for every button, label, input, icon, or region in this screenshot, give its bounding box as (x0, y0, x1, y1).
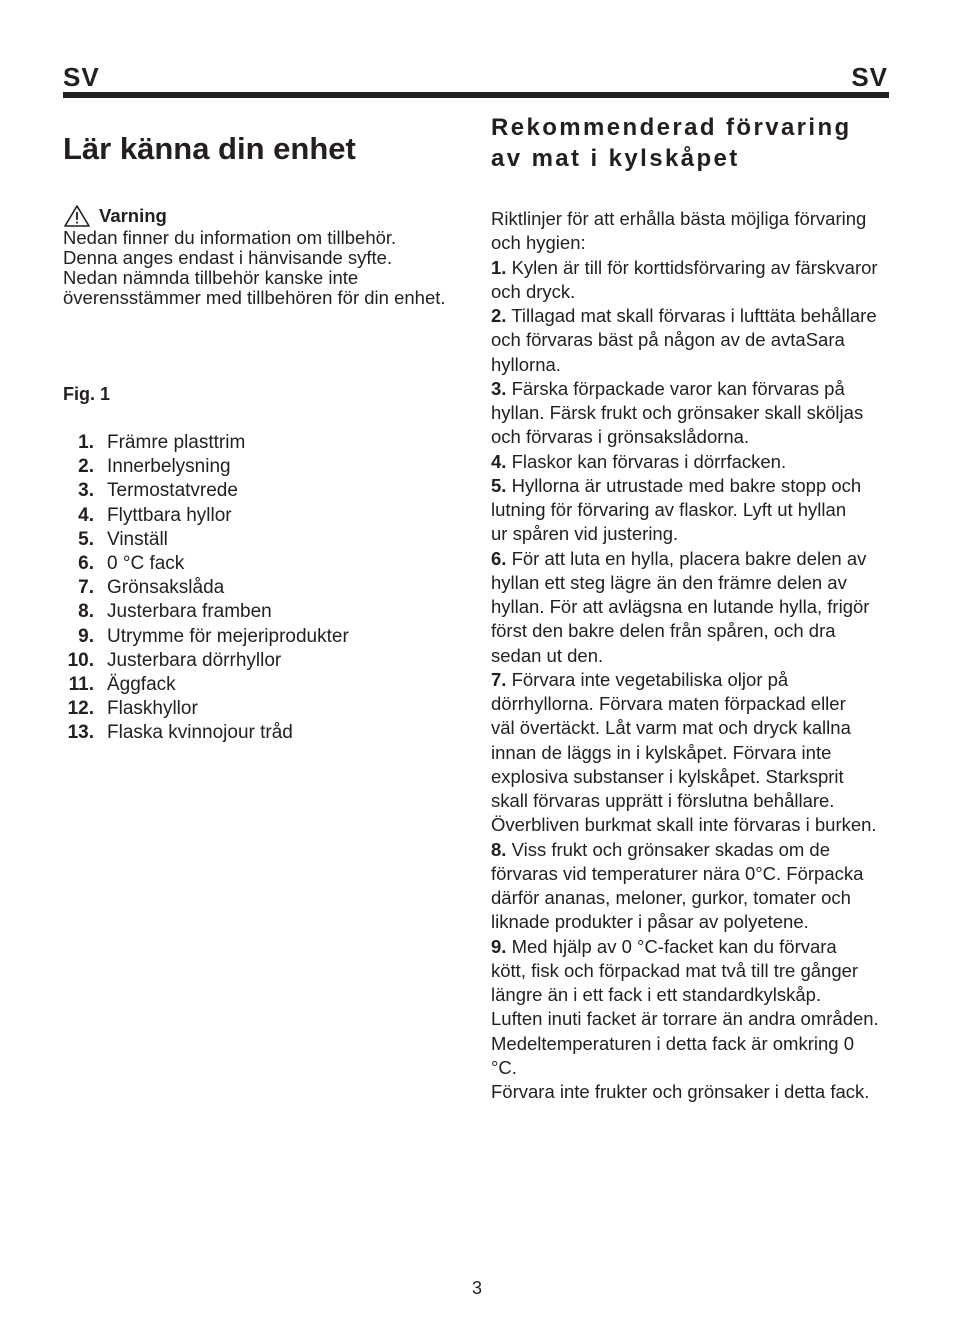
list-item (63, 528, 473, 552)
list-item (63, 649, 473, 673)
line-text: längre än i ett fack i ett standardkylskåp. (491, 984, 822, 1005)
line-text: Överbliven burkmat skall inte förvaras i burken. (491, 814, 877, 836)
list-item-label: Vinställ (107, 528, 168, 550)
text-line (491, 377, 891, 401)
list-item-number: 3. (78, 480, 94, 502)
warning-line: Denna anges endast i hänvisande syfte. (63, 247, 393, 268)
text-line (491, 450, 891, 474)
line-text: därför ananas, meloner, gurkor, tomater och (491, 887, 851, 908)
list-item (63, 625, 473, 649)
line-text: Riktlinjer för att erhålla bästa möjliga förvaring (491, 208, 867, 229)
list-item-number: 12. (67, 698, 94, 720)
list-item-label: Justerbara dörrhyllor (107, 649, 282, 671)
storage-guidelines-text (491, 207, 891, 1104)
list-item (63, 455, 473, 479)
line-text: hyllan. Färsk frukt och grönsaker skall sköljas (491, 402, 864, 423)
text-line (491, 959, 891, 983)
text-line (491, 886, 891, 910)
list-item-label: Flaskhyllor (107, 698, 198, 720)
list-item-label: Främre plasttrim (107, 432, 246, 453)
text-line (491, 789, 891, 813)
list-item (63, 576, 473, 600)
line-text: och dryck. (491, 280, 576, 302)
list-item (63, 673, 473, 697)
list-item-label: Flaska kvinnojour tråd (107, 722, 293, 744)
list-item-label: Flyttbara hyllor (107, 504, 232, 526)
line-text: sedan ut den. (491, 644, 604, 666)
list-item-number: 9. (78, 625, 94, 647)
text-line (491, 595, 891, 619)
item-number: 6. (491, 547, 507, 569)
warning-text (63, 228, 473, 308)
list-item-label: 0 °C fack (107, 552, 185, 574)
list-item-label: Termostatvrede (107, 480, 238, 502)
list-item-label: Innerbelysning (107, 456, 231, 478)
page-number: 3 (471, 1278, 482, 1298)
page-title: Lär känna din enhet (63, 131, 356, 166)
figure-label: Fig. 1 (63, 384, 111, 404)
list-item-label: Grönsakslåda (107, 577, 225, 599)
list-item-number: 13. (67, 722, 94, 744)
warning-line: överensstämmer med tillbehören för din enhet. (63, 287, 446, 308)
line-text: Färska förpackade varor kan förvaras på (506, 377, 845, 399)
item-number: 3. (491, 377, 507, 399)
warning-line: Nedan nämnda tillbehör kanske inte (63, 267, 359, 288)
line-text: För att luta en hylla, placera bakre delen av (506, 547, 867, 569)
line-text: ur spåren vid justering. (491, 523, 679, 545)
text-line (491, 668, 891, 692)
text-line (491, 498, 891, 522)
list-item (63, 721, 473, 745)
text-line (491, 425, 891, 449)
line-text: först den bakre delen från spåren, och dra (491, 620, 836, 642)
item-number: 1. (491, 256, 507, 278)
text-line (491, 813, 891, 837)
list-item (63, 697, 473, 721)
line-text: hyllan ett steg lägre än den främre delen av (491, 571, 847, 593)
line-text: Kylen är till för korttidsförvaring av färskvaror (506, 256, 878, 278)
language-code-left: SV (63, 62, 100, 92)
header-divider (63, 92, 889, 98)
line-text: innan de läggs in i kylskåpet. Förvara inte (491, 741, 832, 763)
list-item (63, 431, 473, 455)
text-line (491, 328, 891, 352)
text-line (491, 231, 891, 255)
list-item-number: 1. (78, 432, 94, 453)
line-text: och hygien: (491, 232, 586, 254)
line-text: Hyllorna är utrustade med bakre stopp och (506, 474, 862, 496)
line-text: lutning för förvaring av flaskor. Lyft ut hyllan (491, 499, 847, 520)
text-line (491, 353, 891, 377)
text-line (491, 401, 891, 425)
list-item-number: 2. (78, 456, 94, 478)
language-code-right: SV (851, 62, 888, 92)
line-text: väl övertäckt. Låt varm mat och dryck kallna (491, 717, 851, 739)
warning-triangle-icon (63, 204, 91, 228)
text-line (491, 983, 891, 1007)
warning-label: Varning (99, 205, 167, 226)
line-text: liknade produkter i påsar av polyetene. (491, 911, 809, 933)
line-text: dörrhyllorna. Förvara maten förpackad eller (491, 693, 846, 714)
list-item-number: 8. (78, 601, 94, 623)
text-line (491, 910, 891, 934)
line-text: Förvara inte frukter och grönsaker i detta fack. (491, 1081, 870, 1102)
list-item (63, 552, 473, 576)
item-number: 9. (491, 935, 507, 957)
text-line (491, 304, 891, 328)
list-item-number: 10. (67, 649, 94, 671)
left-column (63, 130, 473, 745)
text-line (491, 1056, 891, 1080)
item-number: 4. (491, 450, 507, 472)
text-line (491, 838, 891, 862)
line-text: och förvaras bäst på någon av de avtaSara (491, 329, 845, 351)
parts-list (63, 431, 473, 745)
line-text: förvaras vid temperaturer nära 0°C. Förpacka (491, 862, 864, 884)
list-item-label: Utrymme för mejeriprodukter (107, 625, 349, 647)
right-column (491, 112, 891, 1104)
line-text: Tillagad mat skall förvaras i lufttäta behållare (506, 305, 877, 326)
item-number: 2. (491, 305, 507, 326)
list-item-number: 7. (78, 577, 94, 599)
text-line (491, 280, 891, 304)
line-text: Medeltemperaturen i detta fack är omkring 0 (491, 1032, 854, 1054)
item-number: 8. (491, 838, 507, 860)
text-line (491, 692, 891, 716)
text-line (491, 474, 891, 498)
line-text: hyllorna. (491, 353, 561, 375)
text-line (491, 547, 891, 571)
text-line (491, 207, 891, 231)
warning-line: Nedan finner du information om tillbehör. (63, 227, 397, 248)
list-item (63, 600, 473, 624)
text-line (491, 571, 891, 595)
line-text: Förvara inte vegetabiliska oljor på (506, 668, 789, 690)
list-item-number: 5. (78, 528, 94, 550)
text-line (491, 256, 891, 280)
line-text: kött, fisk och förpackad mat två till tre gånger (491, 959, 859, 981)
text-line (491, 1032, 891, 1056)
text-line (491, 1007, 891, 1031)
line-text: skall förvaras upprätt i förslutna behållare. (491, 790, 835, 811)
line-text: Luften inuti facket är torrare än andra områden. (491, 1008, 879, 1030)
text-line (491, 741, 891, 765)
line-text: Flaskor kan förvaras i dörrfacken. (506, 450, 787, 472)
list-item-number: 11. (68, 673, 94, 695)
text-line (491, 522, 891, 546)
list-item (63, 479, 473, 503)
list-item (63, 504, 473, 528)
text-line (491, 619, 891, 643)
text-line (491, 644, 891, 668)
section-title-line-2: av mat i kylskåpet (491, 145, 740, 172)
line-text: explosiva substanser i kylskåpet. Starksprit (491, 765, 844, 787)
list-item-number: 4. (78, 504, 94, 526)
line-text: °C. (491, 1056, 517, 1078)
list-item-number: 6. (78, 552, 94, 574)
text-line (491, 1080, 891, 1104)
section-title (491, 112, 891, 174)
text-line (491, 765, 891, 789)
text-line (491, 716, 891, 740)
item-number: 7. (491, 668, 507, 690)
line-text: hyllan. För att avlägsna en lutande hylla, frigör (491, 596, 870, 617)
section-title-line-1: Rekommenderad förvaring (491, 114, 852, 141)
line-text: och förvaras i grönsakslådorna. (491, 426, 750, 448)
text-line (491, 935, 891, 959)
line-text: Med hjälp av 0 °C-facket kan du förvara (506, 935, 837, 957)
item-number: 5. (491, 474, 507, 496)
text-line (491, 862, 891, 886)
list-item-label: Justerbara framben (107, 601, 272, 623)
warning-block (63, 204, 473, 308)
line-text: Viss frukt och grönsaker skadas om de (506, 838, 830, 860)
list-item-label: Äggfack (107, 673, 176, 695)
